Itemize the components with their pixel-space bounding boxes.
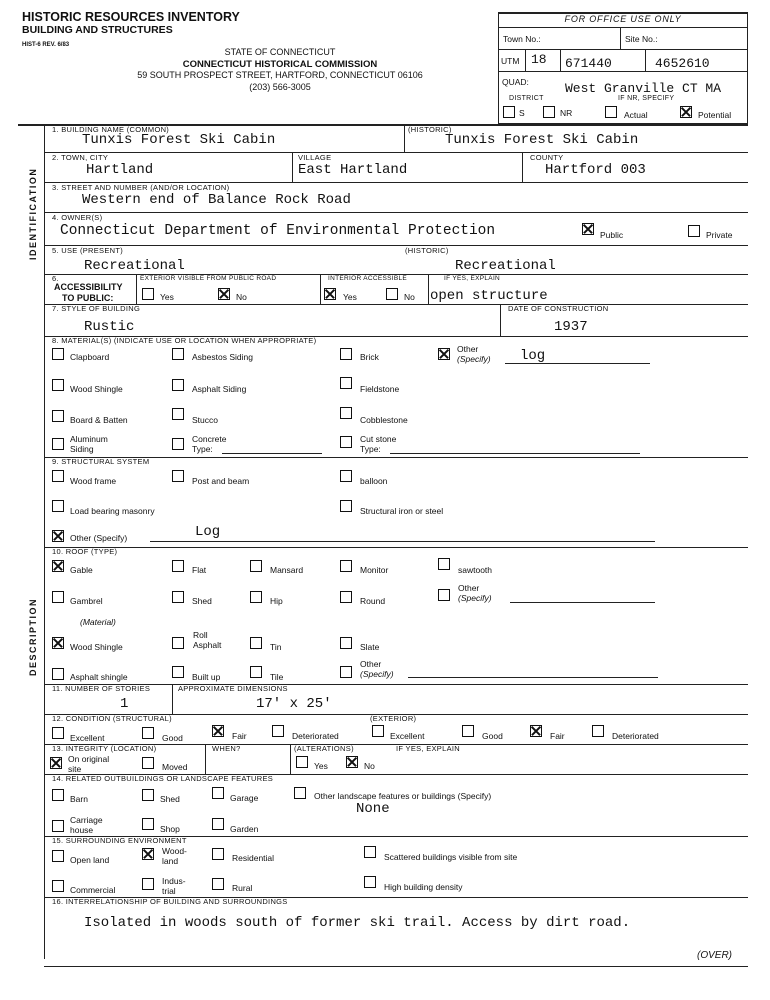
woodland-label <box>162 846 187 866</box>
accessibility-label-2: TO PUBLIC: <box>62 293 114 303</box>
site-line: site <box>68 764 82 774</box>
exterior-yes-checkbox[interactable] <box>142 288 154 300</box>
district-nr-label: NR <box>560 108 573 118</box>
mansard-checkbox[interactable] <box>250 560 262 572</box>
ext-good-label: Good <box>482 731 503 741</box>
quad-value: West Granville CT MA <box>565 81 722 96</box>
ext-excellent-checkbox[interactable] <box>372 725 384 737</box>
aluminum-siding-checkbox[interactable] <box>52 438 64 450</box>
shop-label: Shop <box>160 824 180 834</box>
struct-deteriorated-label: Deteriorated <box>292 731 339 741</box>
ext-fair-checkbox[interactable] <box>530 725 542 737</box>
exterior-visible-label: EXTERIOR VISIBLE FROM PUBLIC ROAD <box>140 275 277 282</box>
round-label: Round <box>360 596 386 606</box>
aluminum-line: Aluminum <box>70 434 108 444</box>
residential-checkbox[interactable] <box>212 848 224 860</box>
indus-line: Indus- <box>162 876 186 886</box>
asphalt-siding-checkbox[interactable] <box>172 379 184 391</box>
accessibility-label-1: ACCESSIBILITY <box>54 282 123 292</box>
county-label: COUNTY <box>530 153 564 162</box>
ext-good-checkbox[interactable] <box>462 725 474 737</box>
landscape-other-label: Other landscape features or buildings (Specify) <box>314 791 492 801</box>
roof-wood-shingle-label: Wood Shingle <box>70 642 123 652</box>
building-historic-label: (HISTORIC) <box>408 125 452 134</box>
interior-no-checkbox[interactable] <box>386 288 398 300</box>
district-s-checkbox[interactable] <box>503 106 515 118</box>
garden-label: Garden <box>230 824 259 834</box>
town-label: 2. TOWN, CITY <box>52 153 109 162</box>
industrial-checkbox[interactable] <box>142 878 154 890</box>
roof-material-other-line: Other <box>360 659 382 669</box>
date-value: 1937 <box>554 319 588 335</box>
gambrel-checkbox[interactable] <box>52 591 64 603</box>
agency-address: 59 SOUTH PROSPECT STREET, HARTFORD, CONNECTICUT 06106 <box>137 70 423 80</box>
owner-public-label: Public <box>600 230 624 240</box>
stucco-checkbox[interactable] <box>172 408 184 420</box>
monitor-checkbox[interactable] <box>340 560 352 572</box>
use-historic-value: Recreational <box>455 258 556 274</box>
interior-no-label: No <box>404 292 415 302</box>
cut-stone-checkbox[interactable] <box>340 436 352 448</box>
materials-other-label: Other <box>457 344 479 354</box>
utm-easting: 671440 <box>565 56 612 71</box>
district-label: DISTRICT <box>509 95 544 102</box>
barn-checkbox[interactable] <box>52 789 64 801</box>
roll-line: Roll <box>193 630 208 640</box>
alterations-yes-label: Yes <box>314 761 328 771</box>
roof-material-other-label <box>360 659 394 679</box>
state-name: STATE OF CONNECTICUT <box>224 47 336 57</box>
cut-stone-line: Cut stone <box>360 434 397 444</box>
owner-label: 4. OWNER(S) <box>52 213 103 222</box>
struct-deteriorated-checkbox[interactable] <box>272 725 284 737</box>
trial-line: trial <box>162 886 176 896</box>
dimensions-value: 17' x 25' <box>256 696 332 712</box>
street-value: Western end of Balance Rock Road <box>82 192 351 208</box>
slate-label: Slate <box>360 642 380 652</box>
asbestos-siding-label: Asbestos Siding <box>192 352 253 362</box>
fieldstone-checkbox[interactable] <box>340 377 352 389</box>
integrity-label: 13. INTEGRITY (LOCATION) <box>52 744 157 753</box>
roof-specify-line: (Specify) <box>458 593 492 603</box>
alterations-no-checkbox[interactable] <box>346 756 358 768</box>
post-beam-checkbox[interactable] <box>172 470 184 482</box>
ext-fair-label: Fair <box>550 731 565 741</box>
carriage-house-checkbox[interactable] <box>52 820 64 832</box>
asphalt-shingle-checkbox[interactable] <box>52 668 64 680</box>
garden-checkbox[interactable] <box>212 818 224 830</box>
concrete-line: Concrete <box>192 434 227 444</box>
use-historic-label: (HISTORIC) <box>405 246 449 255</box>
wood-shingle-label: Wood Shingle <box>70 384 123 394</box>
shop-checkbox[interactable] <box>142 818 154 830</box>
asphalt-shingle-label: Asphalt shingle <box>70 672 128 682</box>
office-use-box <box>498 12 748 124</box>
interrelationship-label: 16. INTERRELATIONSHIP OF BUILDING AND SURROUNDINGS <box>52 897 288 906</box>
struct-good-label: Good <box>162 733 183 743</box>
use-present-value: Recreational <box>84 258 185 274</box>
shed-roof-label: Shed <box>192 596 212 606</box>
accessibility-number: 6. <box>52 274 59 283</box>
identification-section-label: IDENTIFICATION <box>28 167 38 260</box>
roof-material-label: (Material) <box>80 617 116 627</box>
concrete-label <box>192 434 227 454</box>
interior-accessible-label: INTERIOR ACCESSIBLE <box>328 275 408 282</box>
rural-label: Rural <box>232 883 253 893</box>
concrete-type-line: Type: <box>192 444 213 454</box>
style-label: 7. STYLE OF BUILDING <box>52 304 141 313</box>
date-label: DATE OF CONSTRUCTION <box>508 304 609 313</box>
building-name-label: 1. BUILDING NAME (COMMON) <box>52 125 170 134</box>
high-density-label: High building density <box>384 882 463 892</box>
asbestos-siding-checkbox[interactable] <box>172 348 184 360</box>
ext-excellent-label: Excellent <box>390 731 425 741</box>
building-name-historic: Tunxis Forest Ski Cabin <box>445 132 639 148</box>
exterior-yes-label: Yes <box>160 292 174 302</box>
on-original-line: On original <box>68 754 110 764</box>
concrete-checkbox[interactable] <box>172 438 184 450</box>
siding-line: Siding <box>70 444 94 454</box>
gable-label: Gable <box>70 565 93 575</box>
site-no-label: Site No.: <box>625 34 658 44</box>
tile-checkbox[interactable] <box>250 666 262 678</box>
wood-frame-label: Wood frame <box>70 476 117 486</box>
roof-label: 10. ROOF (TYPE) <box>52 547 118 556</box>
dimensions-label: APPROXIMATE DIMENSIONS <box>178 684 288 693</box>
garage-checkbox[interactable] <box>212 787 224 799</box>
roll-asphalt-checkbox[interactable] <box>172 637 184 649</box>
wood-frame-checkbox[interactable] <box>52 470 64 482</box>
office-use-title: FOR OFFICE USE ONLY <box>564 14 682 24</box>
nr-specify-label: IF NR, SPECIFY <box>618 95 675 102</box>
related-label: 14. RELATED OUTBUILDINGS OR LANDSCAPE FEATURES <box>52 774 274 783</box>
owner-private-checkbox[interactable] <box>688 225 700 237</box>
village-label: VILLAGE <box>298 153 332 162</box>
structural-iron-checkbox[interactable] <box>340 500 352 512</box>
monitor-label: Monitor <box>360 565 389 575</box>
struct-excellent-checkbox[interactable] <box>52 727 64 739</box>
struct-good-checkbox[interactable] <box>142 727 154 739</box>
load-bearing-checkbox[interactable] <box>52 500 64 512</box>
ext-deteriorated-checkbox[interactable] <box>592 725 604 737</box>
shed-checkbox[interactable] <box>142 789 154 801</box>
structural-other-label: Other (Specify) <box>70 533 128 543</box>
asphalt-siding-label: Asphalt Siding <box>192 384 247 394</box>
scattered-buildings-checkbox[interactable] <box>364 846 376 858</box>
round-checkbox[interactable] <box>340 591 352 603</box>
board-batten-label: Board & Batten <box>70 415 128 425</box>
slate-checkbox[interactable] <box>340 637 352 649</box>
board-batten-checkbox[interactable] <box>52 410 64 422</box>
materials-other-checkbox[interactable] <box>438 348 450 360</box>
aluminum-siding-label <box>70 434 108 454</box>
materials-specify-label: (Specify) <box>457 354 491 364</box>
load-bearing-label: Load bearing masonry <box>70 506 155 516</box>
roll-asphalt-label <box>193 630 221 650</box>
cobblestone-checkbox[interactable] <box>340 407 352 419</box>
alterations-label: (ALTERATIONS) <box>294 744 354 753</box>
woodland-checkbox[interactable] <box>142 848 154 860</box>
when-label: WHEN? <box>212 744 241 753</box>
agency-phone: (203) 566-3005 <box>249 81 311 92</box>
struct-fair-checkbox[interactable] <box>212 725 224 737</box>
village-value: East Hartland <box>298 162 408 178</box>
structural-other-value: Log <box>195 524 221 540</box>
landscape-other-checkbox[interactable] <box>294 787 306 799</box>
description-section-label: DESCRIPTION <box>28 597 38 676</box>
form-subtitle: BUILDING AND STRUCTURES <box>22 24 173 36</box>
building-name-common: Tunxis Forest Ski Cabin <box>82 132 276 148</box>
landscape-other-value: None <box>356 801 390 817</box>
flat-label: Flat <box>192 565 207 575</box>
structural-iron-label: Structural iron or steel <box>360 506 444 516</box>
materials-other-value: log <box>520 348 546 364</box>
roof-material-other-checkbox[interactable] <box>340 666 352 678</box>
form-title: HISTORIC RESOURCES INVENTORY <box>22 10 240 24</box>
commission-name: CONNECTICUT HISTORICAL COMMISSION <box>182 58 378 70</box>
roof-other-checkbox[interactable] <box>438 589 450 601</box>
utm-northing: 4652610 <box>655 56 710 71</box>
residential-label: Residential <box>232 853 275 863</box>
clapboard-checkbox[interactable] <box>52 348 64 360</box>
wood-line: Wood- <box>162 846 187 856</box>
interior-yes-checkbox[interactable] <box>324 288 336 300</box>
town-no-label: Town No.: <box>503 34 541 44</box>
moved-label: Moved <box>162 762 188 772</box>
house-line: house <box>70 825 94 835</box>
clapboard-label: Clapboard <box>70 352 110 362</box>
scattered-buildings-label: Scattered buildings visible from site <box>384 852 518 862</box>
ext-deteriorated-label: Deteriorated <box>612 731 659 741</box>
built-up-label: Built up <box>192 672 221 682</box>
carriage-line: Carriage <box>70 815 103 825</box>
structural-other-checkbox[interactable] <box>52 530 64 542</box>
struct-excellent-label: Excellent <box>70 733 105 743</box>
sawtooth-label: sawtooth <box>458 565 493 575</box>
tin-checkbox[interactable] <box>250 637 262 649</box>
shed-roof-checkbox[interactable] <box>172 591 184 603</box>
interrelationship-value: Isolated in woods south of former ski trail. Access by dirt road. <box>84 915 631 931</box>
explain-label: IF YES, EXPLAIN <box>444 275 501 282</box>
on-original-site-checkbox[interactable] <box>50 757 62 769</box>
post-beam-label: Post and beam <box>192 476 250 486</box>
owner-private-label: Private <box>706 230 733 240</box>
stucco-label: Stucco <box>192 415 218 425</box>
condition-label: 12. CONDITION (STRUCTURAL) <box>52 714 172 723</box>
nr-potential-checkbox[interactable] <box>680 106 692 118</box>
roof-material-specify-line: (Specify) <box>360 669 394 679</box>
town-value: Hartland <box>86 162 154 178</box>
cut-stone-type-line: Type: <box>360 444 381 454</box>
built-up-checkbox[interactable] <box>172 666 184 678</box>
stories-value: 1 <box>120 696 129 712</box>
exterior-no-label: No <box>236 292 247 302</box>
owner-value: Connecticut Department of Environmental Protection <box>60 223 496 239</box>
condition-exterior-label: (EXTERIOR) <box>370 714 417 723</box>
barn-label: Barn <box>70 794 88 804</box>
utm-zone: 18 <box>531 52 547 67</box>
fieldstone-label: Fieldstone <box>360 384 400 394</box>
gambrel-label: Gambrel <box>70 596 103 606</box>
alterations-no-label: No <box>364 761 375 771</box>
form-code: HIST-6 REV. 6/83 <box>22 42 70 48</box>
shed-label: Shed <box>160 794 180 804</box>
rural-checkbox[interactable] <box>212 878 224 890</box>
structural-label: 9. STRUCTURAL SYSTEM <box>52 457 150 466</box>
materials-label: 8. MATERIAL(S) (INDICATE USE OR LOCATION WHEN APPROPRIATE) <box>52 336 317 345</box>
use-present-label: 5. USE (PRESENT) <box>52 246 124 255</box>
utm-label: UTM <box>501 56 520 66</box>
exterior-no-checkbox[interactable] <box>218 288 230 300</box>
county-value: Hartford 003 <box>545 162 646 178</box>
brick-label: Brick <box>360 352 379 362</box>
nr-actual-checkbox[interactable] <box>605 106 617 118</box>
tin-label: Tin <box>270 642 282 652</box>
interior-yes-label: Yes <box>343 292 357 302</box>
carriage-house-label <box>70 815 103 835</box>
on-original-site-label <box>68 754 109 774</box>
flat-checkbox[interactable] <box>172 560 184 572</box>
hip-label: Hip <box>270 596 283 606</box>
nr-potential-label: Potential <box>698 110 732 120</box>
integrity-explain-label: IF YES, EXPLAIN <box>396 744 460 753</box>
asphalt-line: Asphalt <box>193 640 222 650</box>
sawtooth-checkbox[interactable] <box>438 558 450 570</box>
struct-fair-label: Fair <box>232 731 247 741</box>
cobblestone-label: Cobblestone <box>360 415 408 425</box>
commercial-label: Commercial <box>70 885 116 895</box>
cut-stone-label <box>360 434 396 454</box>
balloon-checkbox[interactable] <box>340 470 352 482</box>
hip-checkbox[interactable] <box>250 591 262 603</box>
owner-public-checkbox[interactable] <box>582 223 594 235</box>
commercial-checkbox[interactable] <box>52 880 64 892</box>
roof-wood-shingle-checkbox[interactable] <box>52 637 64 649</box>
roof-other-label <box>458 583 492 603</box>
tile-label: Tile <box>270 672 284 682</box>
moved-checkbox[interactable] <box>142 757 154 769</box>
industrial-label <box>162 876 186 896</box>
open-land-label: Open land <box>70 855 110 865</box>
roof-other-line: Other <box>458 583 480 593</box>
balloon-label: balloon <box>360 476 388 486</box>
garage-label: Garage <box>230 793 259 803</box>
street-label: 3. STREET AND NUMBER (AND/OR LOCATION) <box>52 183 230 192</box>
over-indicator: (OVER) <box>697 950 732 961</box>
open-land-checkbox[interactable] <box>52 850 64 862</box>
high-density-checkbox[interactable] <box>364 876 376 888</box>
brick-checkbox[interactable] <box>340 348 352 360</box>
style-value: Rustic <box>84 319 135 335</box>
alterations-yes-checkbox[interactable] <box>296 756 308 768</box>
district-s-label: S <box>519 108 525 118</box>
quad-label: QUAD: <box>502 77 529 87</box>
nr-actual-label: Actual <box>624 110 648 120</box>
gable-checkbox[interactable] <box>52 560 64 572</box>
district-nr-checkbox[interactable] <box>543 106 555 118</box>
land-line: land <box>162 856 179 866</box>
stories-label: 11. NUMBER OF STORIES <box>52 684 151 693</box>
explain-value: open structure <box>430 288 548 304</box>
mansard-label: Mansard <box>270 565 304 575</box>
environment-label: 15. SURROUNDING ENVIRONMENT <box>52 836 187 845</box>
wood-shingle-checkbox[interactable] <box>52 379 64 391</box>
agency-block <box>80 47 480 93</box>
